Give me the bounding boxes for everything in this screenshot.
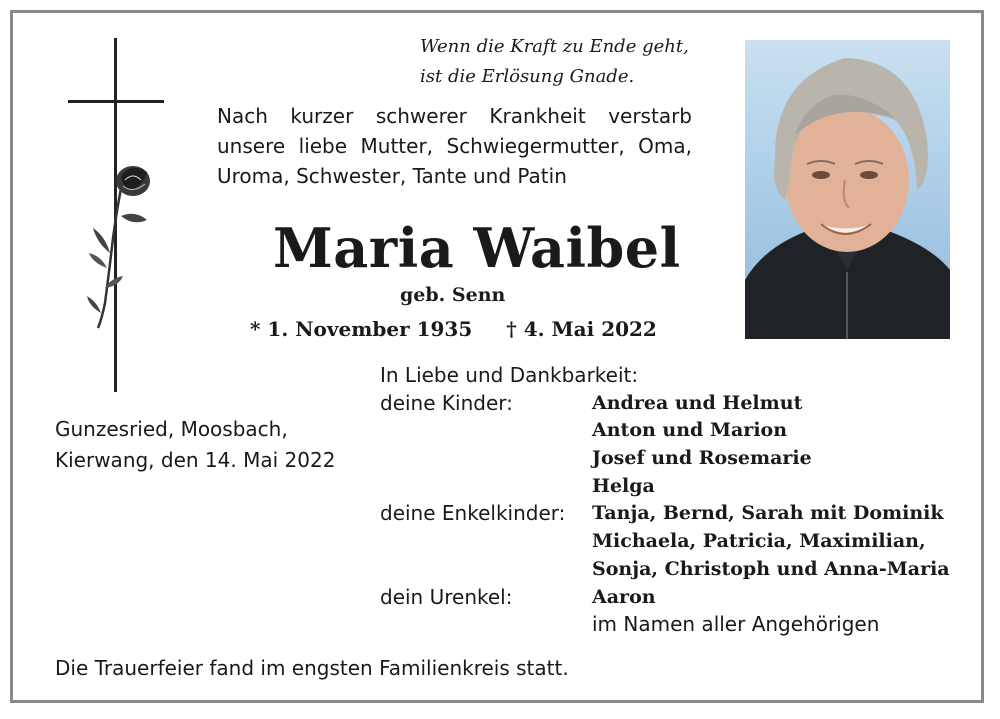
motto-line-2: ist die Erlösung Gnade. — [420, 66, 635, 87]
group-label-children: deine Kinder: — [380, 390, 513, 415]
mourner-name: Anton und Marion — [592, 419, 788, 442]
motto-line-1: Wenn die Kraft zu Ende geht, — [420, 36, 689, 57]
portrait-photo — [745, 40, 950, 339]
mourner-name: Tanja, Bernd, Sarah mit Dominik — [592, 502, 944, 525]
place-and-date — [55, 414, 335, 476]
birth-name: geb. Senn — [400, 284, 506, 306]
intro-line-2: unsere liebe Mutter, Schwiegermutter, Oma, — [217, 134, 692, 158]
cross-icon — [65, 38, 170, 396]
intro-line-3: Uroma, Schwester, Tante und Patin — [217, 164, 567, 188]
mourner-name: Andrea und Helmut — [592, 391, 803, 414]
place-line-2: Kierwang, den 14. Mai 2022 — [55, 448, 336, 472]
mourners-closing: im Namen aller Angehörigen — [592, 612, 880, 637]
motto — [420, 32, 689, 92]
intro-text — [217, 101, 692, 191]
deceased-name: Maria Waibel — [273, 216, 681, 280]
mourner-name: Aaron — [592, 585, 656, 608]
rose-icon — [87, 166, 150, 328]
intro-line-1: Nach kurzer schwerer Krankheit verstarb — [217, 104, 692, 128]
mourner-name: Helga — [592, 474, 655, 497]
mourner-name: Sonja, Christoph und Anna-Maria — [592, 557, 950, 580]
birth-date: * 1. November 1935 — [250, 317, 473, 341]
life-dates — [250, 317, 657, 341]
portrait-icon — [745, 40, 950, 339]
place-line-1: Gunzesried, Moosbach, — [55, 417, 288, 441]
funeral-note: Die Trauerfeier fand im engsten Familienkreis statt. — [55, 656, 569, 680]
group-label-great-grandchild: dein Urenkel: — [380, 584, 513, 609]
group-label-grandchildren: deine Enkelkinder: — [380, 501, 566, 526]
death-date: † 4. Mai 2022 — [506, 317, 657, 341]
mourner-name: Josef und Rosemarie — [592, 447, 812, 470]
cross-with-rose — [65, 38, 170, 396]
mourner-name: Michaela, Patricia, Maximilian, — [592, 530, 926, 553]
